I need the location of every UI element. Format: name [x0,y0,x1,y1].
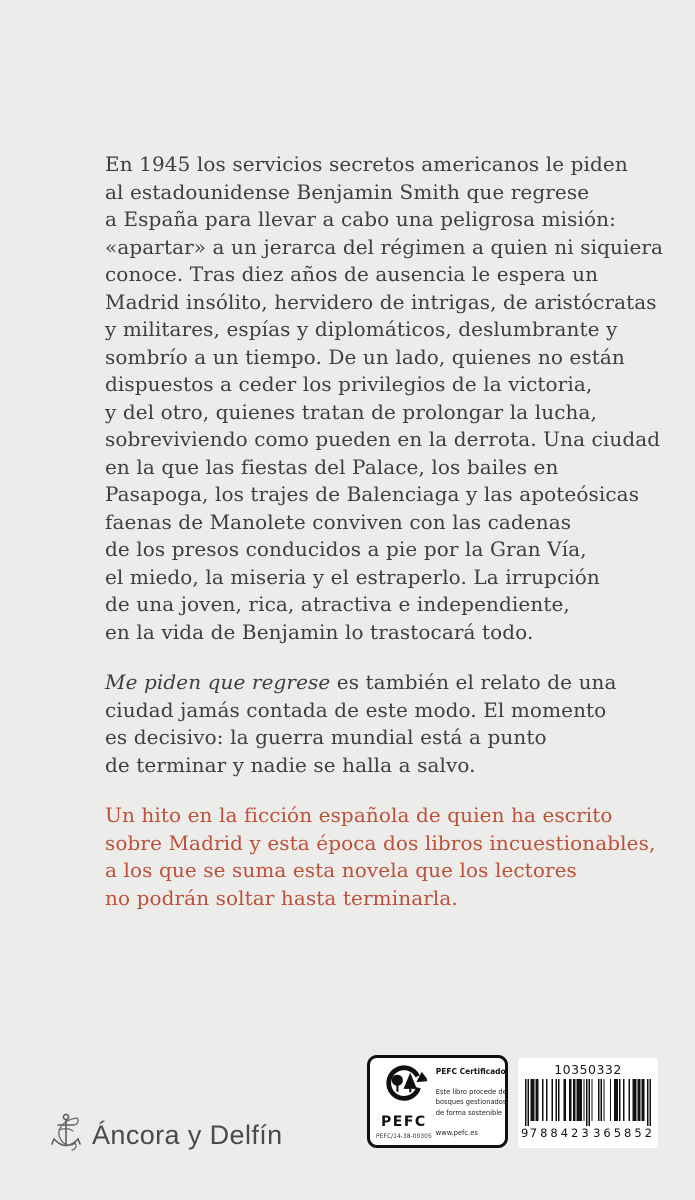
text-line: el miedo, la miseria y el estraperlo. La irrupción [105,564,600,589]
text-line: en la que las fiestas del Palace, los bailes en [105,454,559,479]
pefc-wordmark: PEFC [381,1113,427,1130]
back-cover-synopsis [105,151,663,912]
text-line: faenas de Manolete conviven con las cadenas [105,509,572,534]
text-line: de terminar y nadie se halla a salvo. [105,752,476,777]
text-line: de una joven, rica, atractiva e independiente, [105,592,570,616]
pefc-heading: PEFC Certificado [435,1067,506,1076]
ean-left-group: 788423 [529,1126,592,1140]
imprint-name: Áncora y Delfín [92,1119,283,1150]
text-line: «apartar» a un jerarca del régimen a quien ni siquiera [105,234,664,259]
text-line: sobreviviendo como pueden en la derrota. Una ciudad [105,427,661,451]
ean-digits [521,1128,655,1140]
text-line: Un hito en la ficción española de quien ha escrito [105,803,613,827]
text-line: de forma sostenible [435,1108,503,1117]
pefc-url: www.pefc.es [435,1129,478,1137]
publisher-imprint [49,1112,283,1158]
text-line: conoce. Tras diez años de ausencia le espera un [105,262,599,286]
synopsis-paragraph-3-highlight [105,802,663,912]
pefc-logo-block [376,1064,432,1140]
text-line: al estadounidense Benjamin Smith que regrese [105,179,590,204]
text-line: Este libro procede de [435,1087,507,1096]
ean-right-group: 365852 [593,1126,655,1140]
book-title-italic: Me piden que regrese [105,670,331,694]
text-line: En 1945 los servicios secretos americanos le piden [105,152,628,176]
text-segment: es también el relato de una [330,670,617,694]
text-line: es decisivo: la guerra mundial está a punto [105,725,547,749]
text-line: bosques gestionados [435,1098,507,1107]
text-line: y militares, espías y diplomáticos, deslumbrante y [105,317,618,341]
pefc-description [436,1087,507,1118]
pefc-trees-icon [381,1064,427,1110]
text-line: a España para llevar a cabo una peligrosa misión: [105,207,616,231]
synopsis-paragraph-1 [105,151,663,646]
text-line: ciudad jamás contada de este modo. El momento [105,697,607,722]
text-line [105,669,663,697]
ean-lead-digit: 9 [521,1126,529,1140]
text-line: en la vida de Benjamin lo trastocará todo. [105,619,534,644]
barcode-top-number: 10350332 [554,1062,622,1077]
anchor-dolphin-icon [49,1112,83,1158]
text-line: de los presos conducidos a pie por la Gran Vía, [105,537,587,561]
paragraph-2-rest [105,697,663,780]
text-line: sombrío a un tiempo. De un lado, quienes no están [105,344,625,369]
text-line: sobre Madrid y esta época dos libros incuestionables, [105,830,656,855]
text-line: no podrán soltar hasta terminarla. [105,885,458,910]
pefc-certification-label [367,1055,508,1148]
text-line: Madrid insólito, hervidero de intrigas, de aristócratas [105,289,657,314]
synopsis-paragraph-2 [105,669,663,779]
pefc-text-block [432,1064,507,1140]
ean-barcode [525,1079,651,1130]
text-line: Pasapoga, los trajes de Balenciaga y las apoteósicas [105,482,640,506]
text-line: dispuestos a ceder los privilegios de la victoria, [105,372,593,396]
pefc-cert-code: PEFC/14-38-00305 [376,1133,432,1140]
barcode-label [518,1058,658,1148]
text-line: y del otro, quienes tratan de prolongar la lucha, [105,399,597,424]
text-line: a los que se suma esta novela que los lectores [105,858,577,882]
